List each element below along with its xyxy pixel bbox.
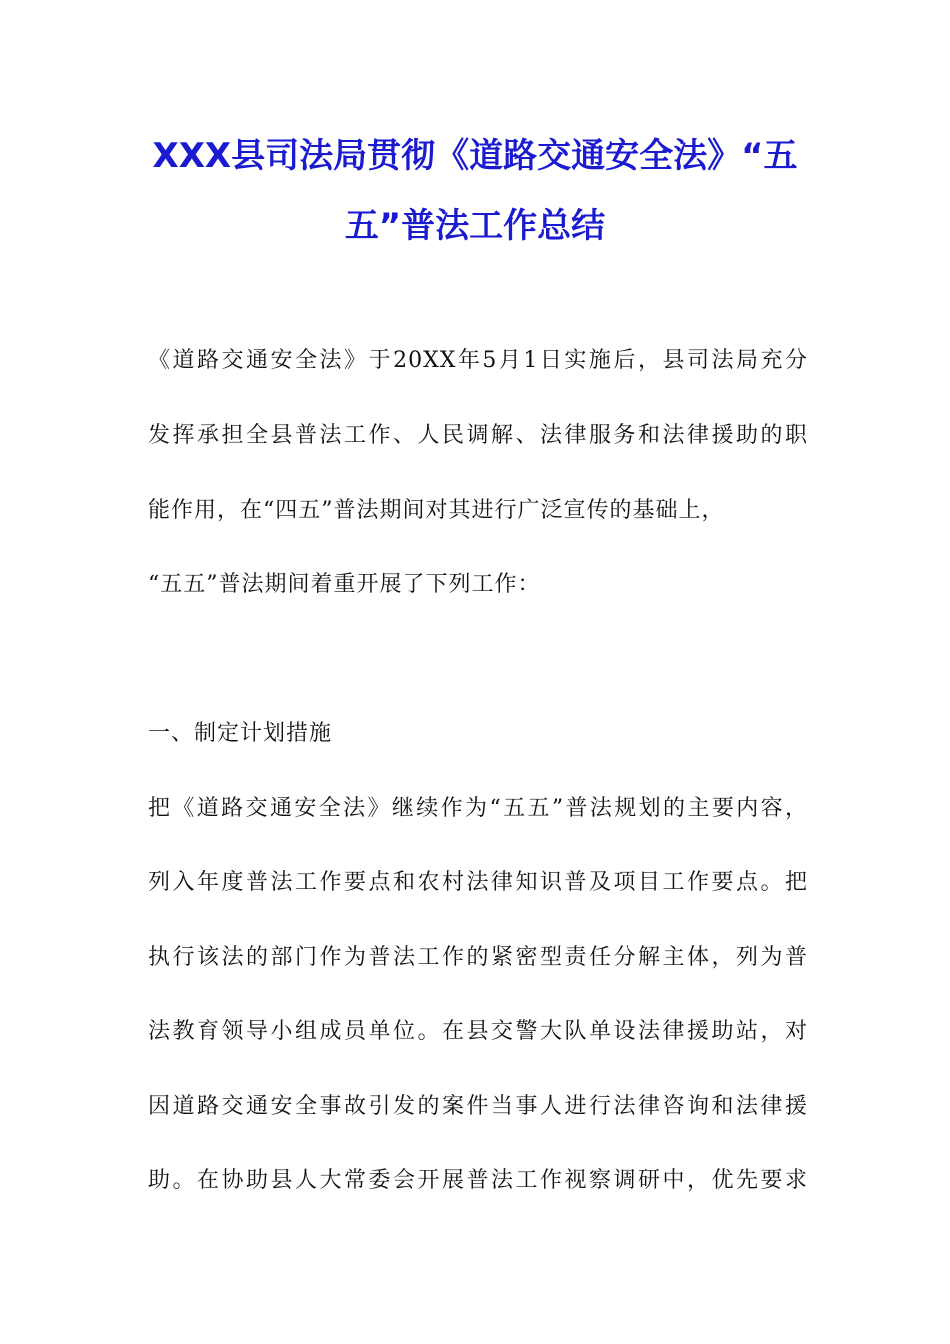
intro-line-1: 《道路交通安全法》于20XX年5月1日实施后，县司法局充分 xyxy=(148,348,808,373)
intro-line-4: “五五”普法期间着重开展了下列工作： xyxy=(148,572,541,597)
document-title-line-2: 五”普法工作总结 xyxy=(344,206,606,246)
intro-line-3: 能作用，在“四五”普法期间对其进行广泛宣传的基础上， xyxy=(148,498,725,523)
intro-line-2: 发挥承担全县普法工作、人民调解、法律服务和法律援助的职 xyxy=(148,423,808,448)
section-1-line-1: 把《道路交通安全法》继续作为“五五”普法规划的主要内容， xyxy=(148,796,808,821)
document-title-line-1: XXX县司法局贯彻《道路交通安全法》“五 xyxy=(152,136,798,176)
section-1-heading: 一、制定计划措施 xyxy=(148,721,333,746)
section-1-line-5: 因道路交通安全事故引发的案件当事人进行法律咨询和法律援 xyxy=(148,1094,808,1119)
section-1-line-6: 助。在协助县人大常委会开展普法工作视察调研中，优先要求 xyxy=(148,1168,808,1193)
section-1-line-4: 法教育领导小组成员单位。在县交警大队单设法律援助站，对 xyxy=(148,1019,808,1044)
section-1-line-3: 执行该法的部门作为普法工作的紧密型责任分解主体，列为普 xyxy=(148,945,808,970)
section-1-line-2: 列入年度普法工作要点和农村法律知识普及项目工作要点。把 xyxy=(148,870,808,895)
